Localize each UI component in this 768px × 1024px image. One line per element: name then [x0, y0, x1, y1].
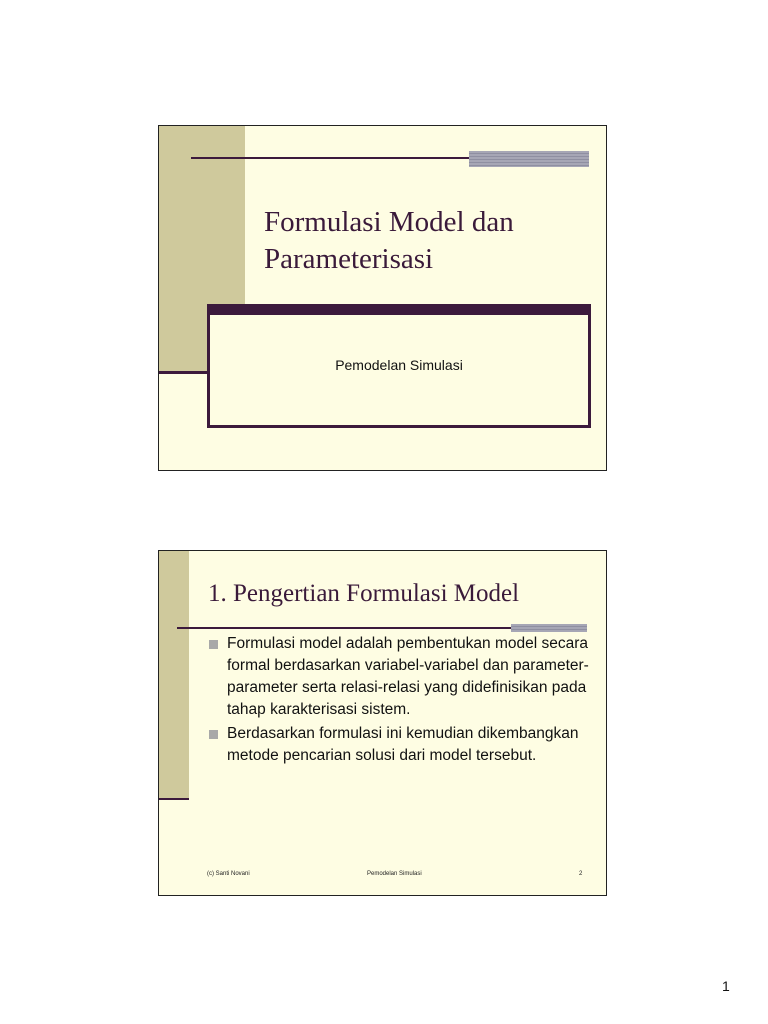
slide-1-left-rule: [159, 371, 209, 374]
slide-2-gray-accent-bar: [511, 624, 587, 632]
slide-2-footer-slide-number: 2: [579, 871, 583, 877]
slide-2: [158, 550, 607, 896]
slide-1-subtitle: Pemodelan Simulasi: [335, 357, 463, 373]
slide-1-subtitle-box: [207, 304, 591, 428]
slide-1: [158, 125, 607, 471]
bullet-text: Formulasi model adalah pembentukan model secara formal berdasarkan variabel-variabel dan parameter-parameter serta relasi-relasi yang didefinisikan pada tahap karakterisasi sistem.: [227, 635, 589, 718]
slide-2-footer-author: (c) Santi Novani: [207, 871, 250, 877]
bullet-text: Berdasarkan formulasi ini kemudian dikembangkan metode pencarian solusi dari model tersebut.: [227, 725, 579, 764]
square-bullet-icon: [209, 640, 218, 649]
list-item: [209, 633, 589, 721]
list-item: [209, 723, 589, 767]
slide-2-footer-course: Pemodelan Simulasi: [367, 871, 422, 877]
slide-2-title: 1. Pengertian Formulasi Model: [208, 580, 520, 607]
slide-2-left-rule: [159, 798, 189, 800]
square-bullet-icon: [209, 730, 218, 739]
slide-2-side-panel: [159, 551, 189, 800]
slide-1-title: Formulasi Model dan Parameterisasi: [264, 206, 514, 275]
slide-1-gray-accent-bar: [469, 151, 589, 167]
slide-2-bullet-list: [209, 633, 589, 769]
page-number: 1: [722, 978, 730, 994]
